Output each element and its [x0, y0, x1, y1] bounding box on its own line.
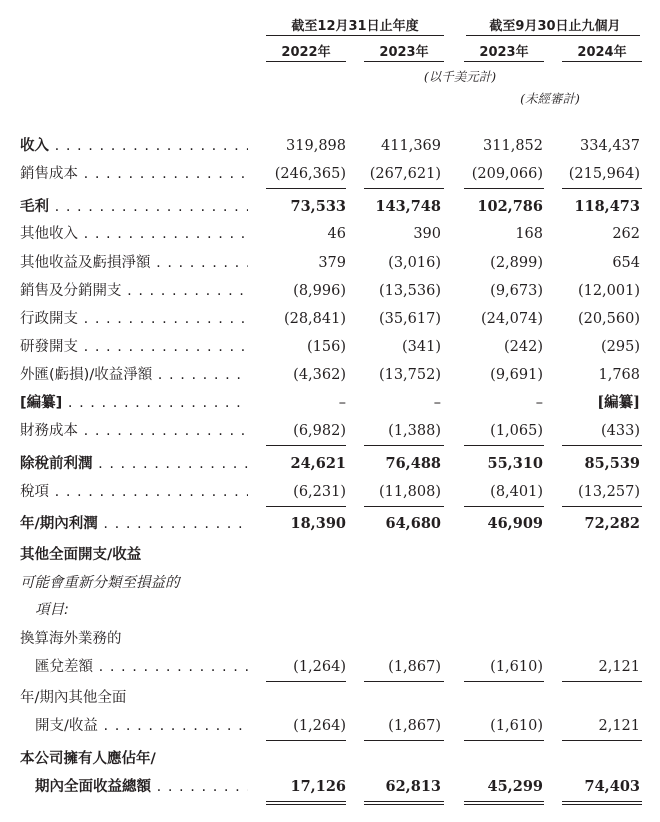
subtotal-rule: [464, 681, 544, 682]
subtotal-rule: [464, 445, 544, 446]
row-value: 390: [413, 226, 441, 242]
oci-subheading-row: [0, 598, 660, 622]
subtotal-rule: [364, 740, 444, 741]
header-group-underline: [266, 35, 444, 36]
row-value: (13,257): [577, 484, 640, 500]
row-other-gains-losses: [0, 251, 660, 275]
row-value: (6,982): [293, 423, 346, 439]
header-year-2023: 2023年: [379, 45, 429, 60]
oci-total-label: 年/期內其他全面: [20, 690, 127, 706]
row-value: 1,768: [598, 367, 640, 383]
subtotal-rule: [464, 188, 544, 189]
row-value: (1,867): [388, 659, 441, 675]
row-value: (1,065): [490, 423, 543, 439]
row-selling-distribution: [0, 279, 660, 303]
row-oci-fx-difference: [0, 655, 660, 679]
row-value: 379: [318, 255, 346, 271]
row-value: (1,610): [490, 718, 543, 734]
row-value: 55,310: [487, 455, 543, 472]
row-value: (13,536): [378, 283, 441, 299]
subtotal-rule: [562, 188, 642, 189]
oci-fx-label-row: [0, 627, 660, 651]
row-value: 45,299: [487, 778, 543, 795]
row-value: (20,560): [577, 311, 640, 327]
subtotal-rule: [266, 681, 346, 682]
row-fx-net: [0, 363, 660, 387]
row-revenue: [0, 134, 660, 158]
year-underline: [464, 61, 544, 62]
row-value: 118,473: [574, 198, 640, 215]
double-underline: [364, 801, 444, 805]
row-label: [編纂] . . .: [20, 391, 248, 415]
subtotal-rule: [464, 740, 544, 741]
header-group-fiscal-year: 截至12月31日止年度: [291, 19, 419, 34]
row-administrative: [0, 307, 660, 331]
row-value: (8,401): [490, 484, 543, 500]
row-other-income: [0, 222, 660, 246]
subtotal-rule: [562, 681, 642, 682]
year-underline: [266, 61, 346, 62]
row-label: 外匯(虧損)/收益淨額 . . .: [20, 363, 248, 387]
row-value: (1,388): [388, 423, 441, 439]
row-value: 72,282: [584, 515, 640, 532]
row-value: (2,899): [490, 255, 543, 271]
row-value: 74,403: [584, 778, 640, 795]
row-profit-before-tax: [0, 452, 660, 476]
row-value: (1,264): [293, 659, 346, 675]
row-value: 62,813: [385, 778, 441, 795]
subtotal-rule: [364, 506, 444, 507]
row-value: 102,786: [477, 198, 543, 215]
row-value: 2,121: [598, 718, 640, 734]
subtotal-rule: [562, 740, 642, 741]
row-value: (24,074): [480, 311, 543, 327]
row-value: 64,680: [385, 515, 441, 532]
subtotal-rule: [266, 506, 346, 507]
row-redacted: [0, 391, 660, 415]
row-value: 85,539: [584, 455, 640, 472]
row-value: (1,867): [388, 718, 441, 734]
row-value: –: [338, 395, 346, 411]
row-value: 262: [612, 226, 640, 242]
row-value: (28,841): [283, 311, 346, 327]
subtotal-rule: [562, 506, 642, 507]
oci-total-label-row: [0, 686, 660, 710]
row-profit-for-period: [0, 512, 660, 536]
subtotal-rule: [266, 740, 346, 741]
subtotal-rule: [364, 188, 444, 189]
row-label: 期內全面收益總額 . . .: [35, 775, 248, 799]
row-value: 46: [327, 226, 346, 242]
row-value: –: [433, 395, 441, 411]
oci-fx-label: 換算海外業務的: [20, 631, 122, 647]
row-total-comprehensive-income: [0, 775, 660, 799]
row-label: 除稅前利潤 . . .: [20, 452, 248, 476]
row-value: 76,488: [385, 455, 441, 472]
row-finance-costs: [0, 419, 660, 443]
owners-label: 本公司擁有人應佔年/: [20, 751, 156, 767]
row-oci-total: [0, 714, 660, 738]
subtotal-rule: [364, 681, 444, 682]
row-value: 24,621: [290, 455, 346, 472]
double-underline: [266, 801, 346, 805]
oci-subheading: 項目:: [35, 602, 69, 618]
row-value: 411,369: [381, 138, 441, 154]
row-value: (295): [601, 339, 640, 355]
header-group-underline: [466, 35, 640, 36]
year-underline: [364, 61, 444, 62]
row-value: (9,691): [490, 367, 543, 383]
row-value: 46,909: [487, 515, 543, 532]
row-value: (156): [307, 339, 346, 355]
row-value: (433): [601, 423, 640, 439]
row-value: (246,365): [274, 166, 346, 182]
header-year-2023-nine-months: 2023年: [479, 45, 529, 60]
owners-label-row: [0, 747, 660, 771]
row-label: 匯兌差額 . . .: [35, 655, 248, 679]
row-value: 654: [612, 255, 640, 271]
row-value: (12,001): [577, 283, 640, 299]
row-label: 研發開支 . . .: [20, 335, 248, 359]
header-year-2024-nine-months: 2024年: [577, 45, 627, 60]
row-label: 行政開支 . . .: [20, 307, 248, 331]
oci-heading: 其他全面開支/收益: [20, 547, 142, 563]
row-value: –: [535, 395, 543, 411]
row-value: (8,996): [293, 283, 346, 299]
row-value: 18,390: [290, 515, 346, 532]
unit-note: (以千美元計): [423, 69, 497, 84]
row-value: 73,533: [290, 198, 346, 215]
row-value: (6,231): [293, 484, 346, 500]
subtotal-rule: [266, 188, 346, 189]
row-label: 其他收入 . . .: [20, 222, 248, 246]
row-value: (341): [402, 339, 441, 355]
subtotal-rule: [562, 445, 642, 446]
row-label: 其他收益及虧損淨額 . . .: [20, 251, 248, 275]
row-value: (209,066): [471, 166, 543, 182]
row-value: (11,808): [378, 484, 441, 500]
header-year-2022: 2022年: [281, 45, 331, 60]
subtotal-rule: [464, 506, 544, 507]
header-group-nine-months: 截至9月30日止九個月: [489, 19, 621, 34]
row-tax: [0, 480, 660, 504]
unaudited-note: (未經審計): [520, 91, 580, 106]
row-value: (1,610): [490, 659, 543, 675]
oci-heading-row: [0, 543, 660, 567]
row-label: 年/期內利潤 . . .: [20, 512, 248, 536]
oci-subheading: 可能會重新分類至損益的: [20, 575, 180, 591]
row-value: (35,617): [378, 311, 441, 327]
row-value: (242): [504, 339, 543, 355]
row-value: (267,621): [369, 166, 441, 182]
row-value: 319,898: [286, 138, 346, 154]
row-label: 財務成本 . . .: [20, 419, 248, 443]
row-value: (1,264): [293, 718, 346, 734]
row-gross-profit: [0, 195, 660, 219]
row-value: 2,121: [598, 659, 640, 675]
subtotal-rule: [364, 445, 444, 446]
double-underline: [464, 801, 544, 805]
row-label: 開支/收益 . . .: [35, 714, 248, 738]
row-research-development: [0, 335, 660, 359]
row-value: [編纂]: [597, 394, 640, 411]
oci-subheading-row: [0, 571, 660, 595]
row-label: 毛利 . . .: [20, 195, 248, 219]
row-cost-of-sales: [0, 162, 660, 186]
row-label: 收入 . . .: [20, 134, 248, 158]
row-value: (13,752): [378, 367, 441, 383]
row-label: 銷售及分銷開支 . . .: [20, 279, 248, 303]
row-value: (215,964): [568, 166, 640, 182]
year-underline: [562, 61, 642, 62]
row-value: 334,437: [580, 138, 640, 154]
row-value: 143,748: [375, 198, 441, 215]
row-value: 17,126: [290, 778, 346, 795]
row-label: 稅項 . . .: [20, 480, 248, 504]
row-value: 168: [515, 226, 543, 242]
row-value: (4,362): [293, 367, 346, 383]
row-value: (9,673): [490, 283, 543, 299]
subtotal-rule: [266, 445, 346, 446]
row-value: 311,852: [483, 138, 543, 154]
row-value: (3,016): [388, 255, 441, 271]
double-underline: [562, 801, 642, 805]
row-label: 銷售成本 . . .: [20, 162, 248, 186]
